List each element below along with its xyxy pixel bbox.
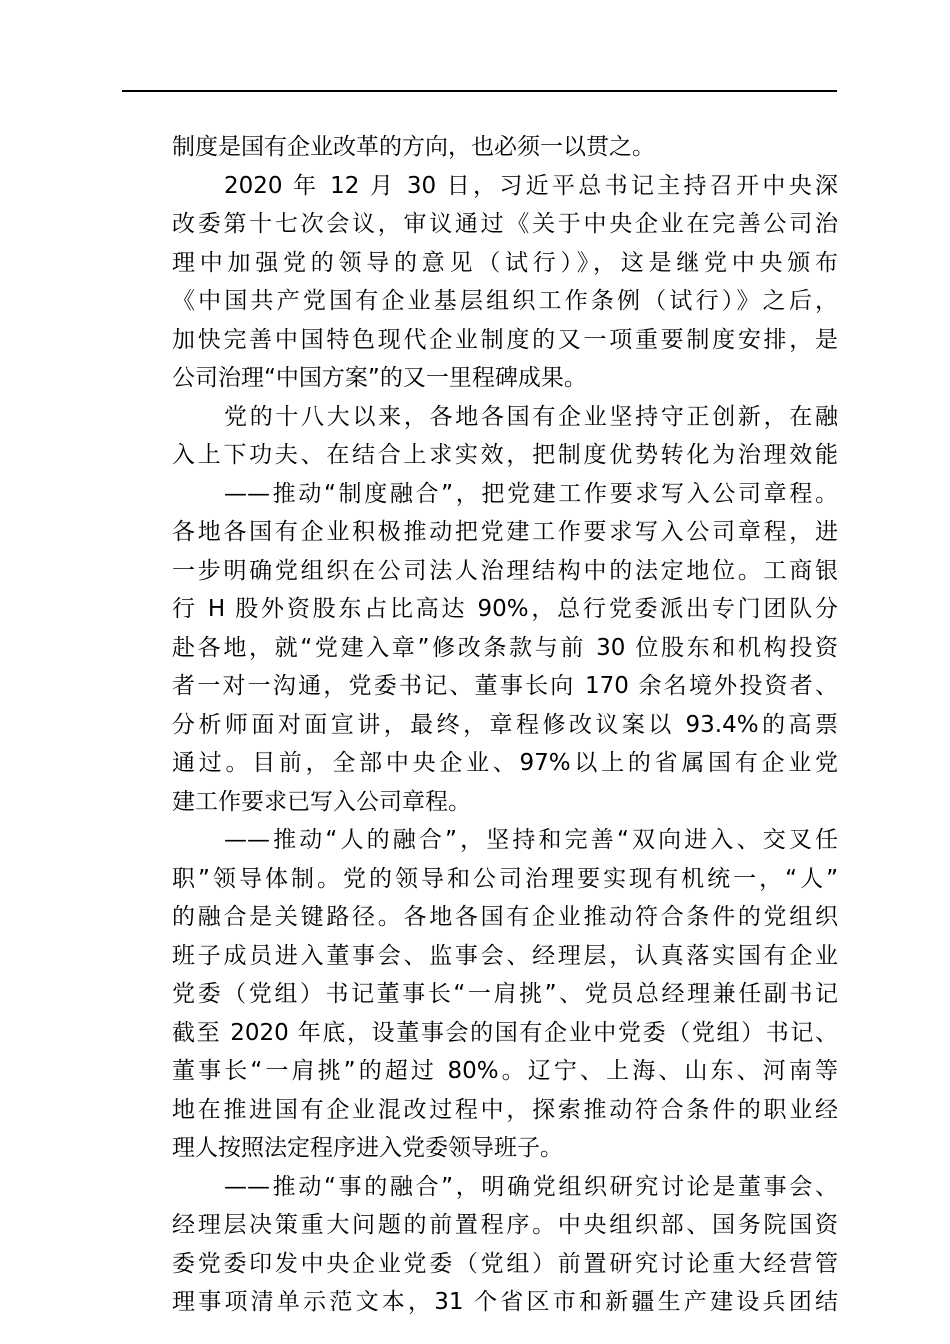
- text-line: 职”领导体制。党的领导和公司治理要实现有机统一，“人”: [172, 865, 838, 892]
- text-line: 的融合是关键路径。各地各国有企业推动符合条件的党组织: [172, 904, 838, 930]
- text-line: 加快完善中国特色现代企业制度的又一项重要制度安排，是: [172, 326, 838, 353]
- text-line: 理中加强党的领导的意见（试行）》，这是继党中央颁布: [172, 249, 838, 276]
- text-line: 党委（党组）书记董事长“一肩挑”、党员总经理兼任副书记: [172, 981, 838, 1007]
- text-line: 理事项清单示范文本，31 个省区市和新疆生产建设兵团结: [172, 1289, 838, 1315]
- text-line: 一步明确党组织在公司法人治理结构中的法定地位。工商银: [172, 557, 838, 584]
- text-line: 理人按照法定程序进入党委领导班子。: [172, 1135, 563, 1161]
- text-line: 分析师面对面宣讲，最终，章程修改议案以 93.4%的高票: [172, 711, 838, 738]
- text-line: 地在推进国有企业混改过程中，探索推动符合条件的职业经: [172, 1096, 838, 1123]
- paragraph-first-line: 党的十八大以来，各地各国有企业坚持守正创新，在融: [224, 403, 838, 430]
- text-line: 董事长“一肩挑”的超过 80%。辽宁、上海、山东、河南等: [172, 1058, 838, 1084]
- header-rule: [122, 90, 837, 92]
- text-line: 入上下功夫、在结合上求实效，把制度优势转化为治理效能: [172, 442, 838, 468]
- text-line: 改委第十七次会议，审议通过《关于中央企业在完善公司治: [172, 211, 838, 237]
- paragraph-first-line: 2020 年 12 月 30 日，习近平总书记主持召开中央深: [224, 172, 838, 199]
- text-line: 截至 2020 年底，设董事会的国有企业中党委（党组）书记、: [172, 1019, 838, 1046]
- paragraph-first-line: ——推动“事的融合”，明确党组织研究讨论是董事会、: [224, 1173, 838, 1200]
- text-line: 行 H 股外资股东占比高达 90%，总行党委派出专门团队分: [172, 596, 838, 622]
- text-line: 赴各地，就“党建入章”修改条款与前 30 位股东和机构投资: [172, 634, 838, 661]
- text-line: 制度是国有企业改革的方向，也必须一以贯之。: [172, 134, 655, 160]
- text-line: 通过。目前，全部中央企业、97%以上的省属国有企业党: [172, 750, 838, 776]
- text-line: 《中国共产党国有企业基层组织工作条例（试行）》之后，: [172, 288, 838, 314]
- paragraph-first-line: ——推动“制度融合”，把党建工作要求写入公司章程。: [224, 480, 838, 507]
- text-line: 者一对一沟通，党委书记、董事长向 170 余名境外投资者、: [172, 673, 838, 699]
- text-line: 建工作要求已写入公司章程。: [172, 788, 471, 815]
- document-body: [172, 128, 838, 1322]
- text-line: 班子成员进入董事会、监事会、经理层，认真落实国有企业: [172, 942, 838, 969]
- text-line: 公司治理“中国方案”的又一里程碑成果。: [172, 365, 587, 391]
- paragraph-first-line: ——推动“人的融合”，坚持和完善“双向进入、交叉任: [224, 827, 838, 853]
- text-line: 委党委印发中央企业党委（党组）前置研究讨论重大经营管: [172, 1250, 838, 1277]
- text-line: 各地各国有企业积极推动把党建工作要求写入公司章程，进: [172, 519, 838, 545]
- text-line: 经理层决策重大问题的前置程序。中央组织部、国务院国资: [172, 1212, 838, 1238]
